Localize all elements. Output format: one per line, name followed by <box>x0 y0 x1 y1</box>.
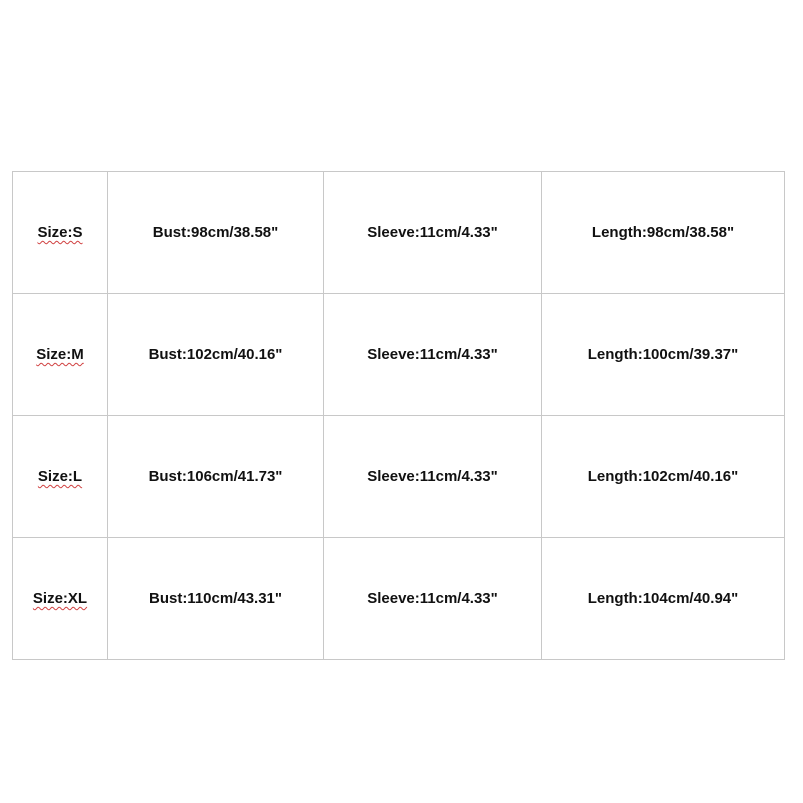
table-row <box>13 416 785 538</box>
size-label: Size:L <box>37 468 83 485</box>
size-cell <box>13 172 108 294</box>
size-chart-table <box>12 171 785 660</box>
length-cell: Length:102cm/40.16" <box>542 416 785 538</box>
table-row <box>13 538 785 660</box>
table-row <box>13 172 785 294</box>
bust-cell: Bust:110cm/43.31" <box>108 538 324 660</box>
size-label: Size:S <box>37 224 83 241</box>
length-cell: Length:104cm/40.94" <box>542 538 785 660</box>
bust-cell: Bust:102cm/40.16" <box>108 294 324 416</box>
bust-cell: Bust:106cm/41.73" <box>108 416 324 538</box>
size-label: Size:XL <box>32 590 88 607</box>
size-cell <box>13 294 108 416</box>
sleeve-cell: Sleeve:11cm/4.33" <box>324 172 542 294</box>
bust-cell: Bust:98cm/38.58" <box>108 172 324 294</box>
sleeve-cell: Sleeve:11cm/4.33" <box>324 416 542 538</box>
length-cell: Length:98cm/38.58" <box>542 172 785 294</box>
size-cell <box>13 416 108 538</box>
size-label: Size:M <box>36 346 84 363</box>
sleeve-cell: Sleeve:11cm/4.33" <box>324 294 542 416</box>
table-row <box>13 294 785 416</box>
length-cell: Length:100cm/39.37" <box>542 294 785 416</box>
size-cell <box>13 538 108 660</box>
sleeve-cell: Sleeve:11cm/4.33" <box>324 538 542 660</box>
